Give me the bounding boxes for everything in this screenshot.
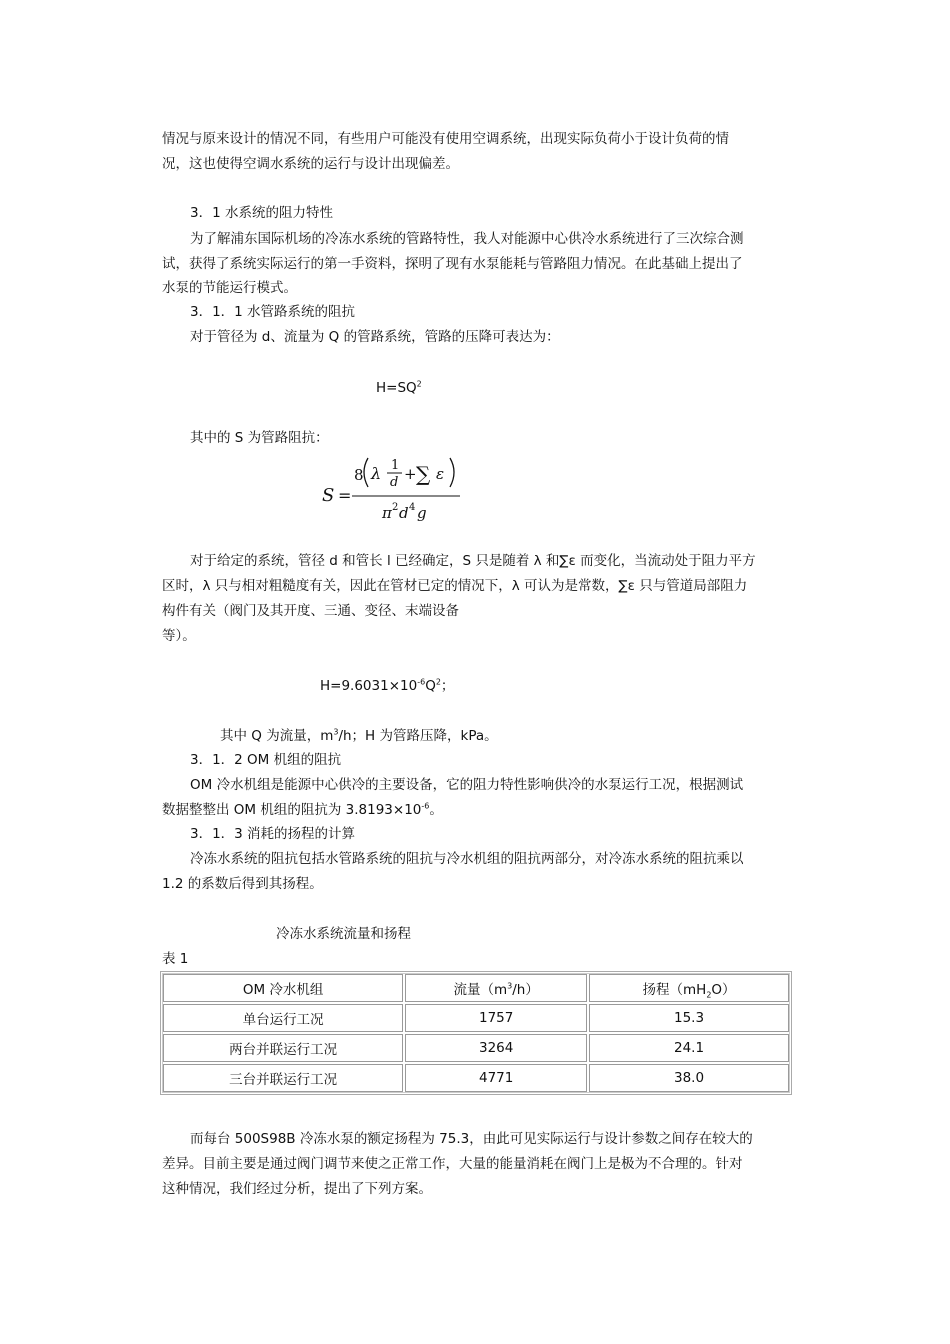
- cell-mode: 三台并联运行工况: [163, 1064, 403, 1092]
- paragraph-line: 这种情况，我们经过分析，提出了下列方案。: [162, 1181, 432, 1197]
- section-heading-3-1-3: 3．1．3 消耗的扬程的计算: [190, 826, 356, 842]
- formula-text: H=SQ: [376, 380, 417, 396]
- table-row: [163, 1034, 789, 1062]
- formula-eq: =: [338, 486, 352, 505]
- formula-superscript: 2: [435, 677, 441, 687]
- table-row: [163, 1064, 789, 1092]
- text-span: O）: [711, 982, 736, 998]
- table-label: 表 1: [162, 951, 189, 967]
- paragraph-line: [162, 798, 792, 822]
- table-row: [163, 1004, 789, 1032]
- paragraph-line: [220, 724, 850, 748]
- paragraph-line: 区时，λ 只与相对粗糙度有关，因此在管材已定的情况下，λ 可认为是常数，∑ε 只与管道局部阻力: [162, 578, 748, 594]
- cell-flow: 1757: [405, 1004, 587, 1032]
- paragraph-line: 构件有关（阀门及其开度、三通、变径、末端设备: [162, 603, 459, 619]
- subscript: 2: [706, 990, 712, 1000]
- cell-mode: 单台运行工况: [163, 1004, 403, 1032]
- paragraph-line: 况，这也使得空调水系统的运行与设计出现偏差。: [162, 156, 459, 172]
- paragraph-line: 差异。目前主要是通过阀门调节来使之正常工作，大量的能量消耗在阀门上是极为不合理的。针对: [162, 1156, 743, 1172]
- paragraph-line: 试，获得了系统实际运行的第一手资料，探明了现有水泵能耗与管路阻力情况。在此基础上提出了: [162, 256, 743, 272]
- superscript: 3: [507, 981, 513, 991]
- paragraph-line: 对于管径为 d、流量为 Q 的管路系统，管路的压降可表达为：: [190, 329, 560, 345]
- formula-text: Q: [425, 678, 436, 694]
- paragraph-line: 水泵的节能运行模式。: [162, 280, 297, 296]
- paragraph-line: 其中的 S 为管路阻抗：: [190, 430, 329, 446]
- formula-one: 1: [391, 458, 400, 473]
- formula-text: ；: [440, 678, 455, 694]
- paragraph-line: 1.2 的系数后得到其扬程。: [162, 876, 323, 892]
- text-span: 流量（m: [453, 982, 508, 998]
- superscript: -6: [421, 801, 430, 811]
- formula-sum: ∑: [416, 462, 431, 486]
- text-span: 其中 Q 为流量，m: [220, 728, 334, 744]
- formula-h-value: [320, 674, 454, 698]
- formula-lambda: λ: [371, 464, 382, 483]
- cell-mode: 两台并联运行工况: [163, 1034, 403, 1062]
- cell-flow: 3264: [405, 1034, 587, 1062]
- flow-head-table: [160, 971, 792, 1095]
- paragraph-line: 为了解浦东国际机场的冷冻水系统的管路特性，我人对能源中心供冷水系统进行了三次综合测: [190, 231, 744, 247]
- paragraph-line: 对于给定的系统，管径 d 和管长 l 已经确定，S 只是随着 λ 和∑ε 而变化，当流动处于阻力平方: [190, 553, 756, 569]
- superscript: 3: [333, 727, 339, 737]
- formula-g: g: [417, 504, 427, 522]
- text-span: 扬程（mH: [642, 982, 707, 998]
- left-paren: [364, 458, 368, 487]
- formula-pi: π: [382, 504, 392, 522]
- paragraph-line: OM 冷水机组是能源中心供冷的主要设备，它的阻力特性影响供冷的水泵运行工况，根据测试: [190, 777, 744, 793]
- section-heading-3-1-2: 3．1．2 OM 机组的阻抗: [190, 752, 342, 768]
- formula-d2: d: [399, 504, 409, 522]
- text-span: 数据整整出 OM 机组的阻抗为 3.8193×10: [162, 802, 422, 818]
- paragraph-line: 情况与原来设计的情况不同，有些用户可能没有使用空调系统，出现实际负荷小于设计负荷的情: [162, 131, 729, 147]
- table-title: 冷冻水系统流量和扬程: [276, 926, 411, 942]
- right-paren: [450, 458, 454, 487]
- section-heading-3-1: 3．1 水系统的阻力特性: [190, 205, 333, 221]
- header-cell-unit: OM 冷水机组: [163, 974, 403, 1002]
- formula-plus: +: [404, 465, 417, 483]
- table-header-row: [163, 974, 789, 1002]
- formula-eps: ε: [436, 465, 445, 483]
- paragraph-line: 冷冻水系统的阻抗包括水管路系统的阻抗与冷水机组的阻抗两部分，对冷冻水系统的阻抗乘以: [190, 851, 744, 867]
- cell-head: 38.0: [589, 1064, 789, 1092]
- formula-two: 2: [392, 502, 399, 513]
- formula-four: 4: [409, 502, 416, 513]
- formula-lhs: S: [322, 485, 335, 506]
- paragraph-line: 而每台 500S98B 冷冻水泵的额定扬程为 75.3，由此可见实际运行与设计参数之间存在较大的: [190, 1131, 753, 1147]
- text-span: /h）: [512, 982, 539, 998]
- text-span: /h；H 为管路压降，kPa。: [338, 728, 498, 744]
- formula-text: H=9.6031×10: [320, 678, 418, 694]
- section-heading-3-1-1: 3．1．1 水管路系统的阻抗: [190, 304, 356, 320]
- header-cell-head: [589, 974, 789, 1002]
- formula-superscript: 2: [416, 379, 422, 389]
- formula-eight: 8: [354, 466, 364, 484]
- formula-superscript: -6: [417, 677, 426, 687]
- text-span: 。: [429, 802, 443, 818]
- header-cell-flow: [405, 974, 587, 1002]
- formula-s-impedance: [318, 452, 468, 530]
- cell-flow: 4771: [405, 1064, 587, 1092]
- cell-head: 24.1: [589, 1034, 789, 1062]
- cell-head: 15.3: [589, 1004, 789, 1032]
- paragraph-line: 等）。: [162, 628, 196, 644]
- formula-d: d: [390, 475, 399, 490]
- formula-h-sq2: [376, 376, 422, 400]
